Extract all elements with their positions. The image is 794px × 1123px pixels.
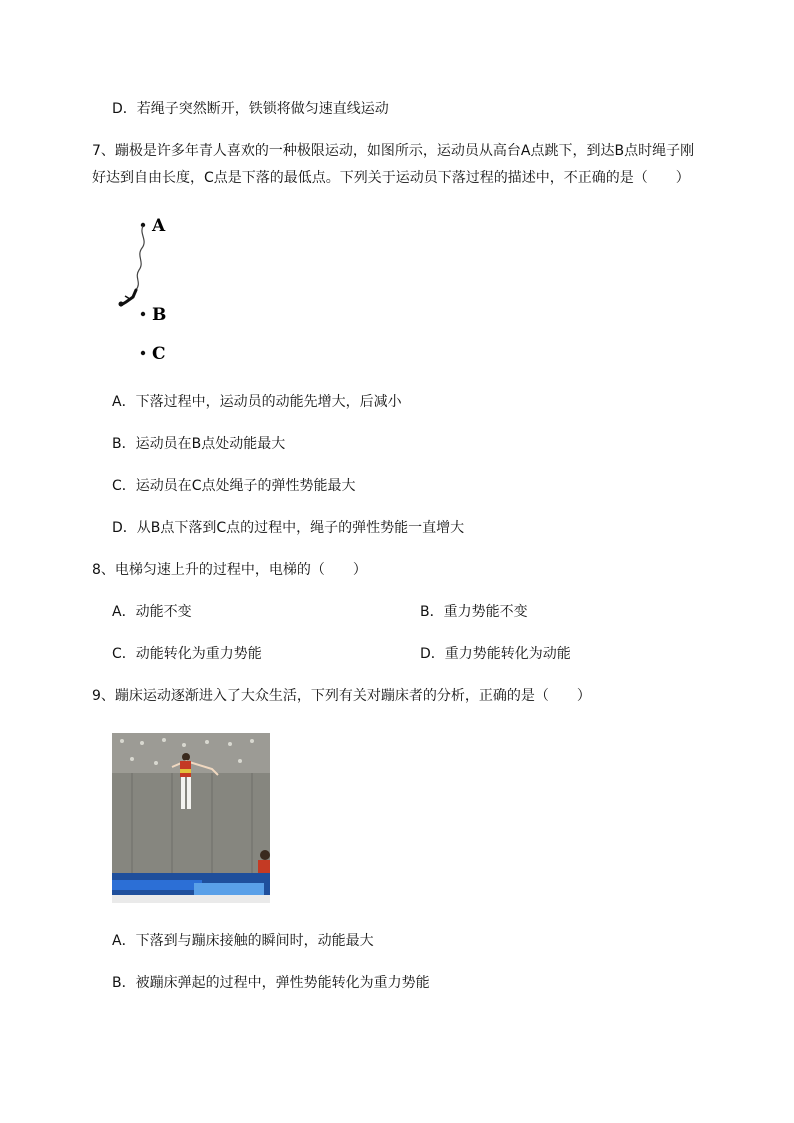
- q8-option-a: A．动能不变: [112, 604, 192, 620]
- q8-option-b: B．重力势能不变: [420, 604, 528, 620]
- q7-stem-line1: 7、蹦极是许多年青人喜欢的一种极限运动，如图所示，运动员从高台A点跳下，到达B点时绳子刚: [92, 143, 695, 159]
- point-b-label: B: [152, 305, 167, 325]
- bungee-rope: [136, 226, 144, 290]
- q7-option-a: A．下落过程中，运动员的动能先增大，后减小: [112, 394, 402, 410]
- q7-option-b: B．运动员在B点处动能最大: [112, 436, 286, 452]
- q7-stem-line2: 好达到自由长度，C点是下落的最低点。下列关于运动员下落过程的描述中，不正确的是（ ）: [92, 170, 690, 186]
- q9-stem: 9、蹦床运动逐渐进入了大众生活，下列有关对蹦床者的分析，正确的是（ ）: [92, 688, 591, 704]
- q7-option-d: D．从B点下落到C点的过程中，绳子的弹性势能一直增大: [112, 520, 465, 536]
- point-c-dot: [141, 351, 145, 355]
- bungee-jump-figure: [112, 212, 202, 372]
- q9-option-b: B．被蹦床弹起的过程中，弹性势能转化为重力势能: [112, 975, 430, 991]
- point-b-dot: [141, 312, 145, 316]
- q8-option-d: D．重力势能转化为动能: [420, 646, 571, 662]
- jumper-silhouette: [119, 290, 137, 307]
- q7-option-c: C．运动员在C点处绳子的弹性势能最大: [112, 478, 356, 494]
- trampoline-photo: [112, 733, 270, 903]
- q9-option-a: A．下落到与蹦床接触的瞬间时，动能最大: [112, 933, 374, 949]
- point-c-label: C: [152, 344, 166, 364]
- point-a-label: A: [152, 216, 166, 236]
- q8-option-c: C．动能转化为重力势能: [112, 646, 262, 662]
- q6-option-d: D．若绳子突然断开，铁锁将做匀速直线运动: [112, 101, 389, 117]
- q8-stem: 8、电梯匀速上升的过程中，电梯的（ ）: [92, 562, 367, 578]
